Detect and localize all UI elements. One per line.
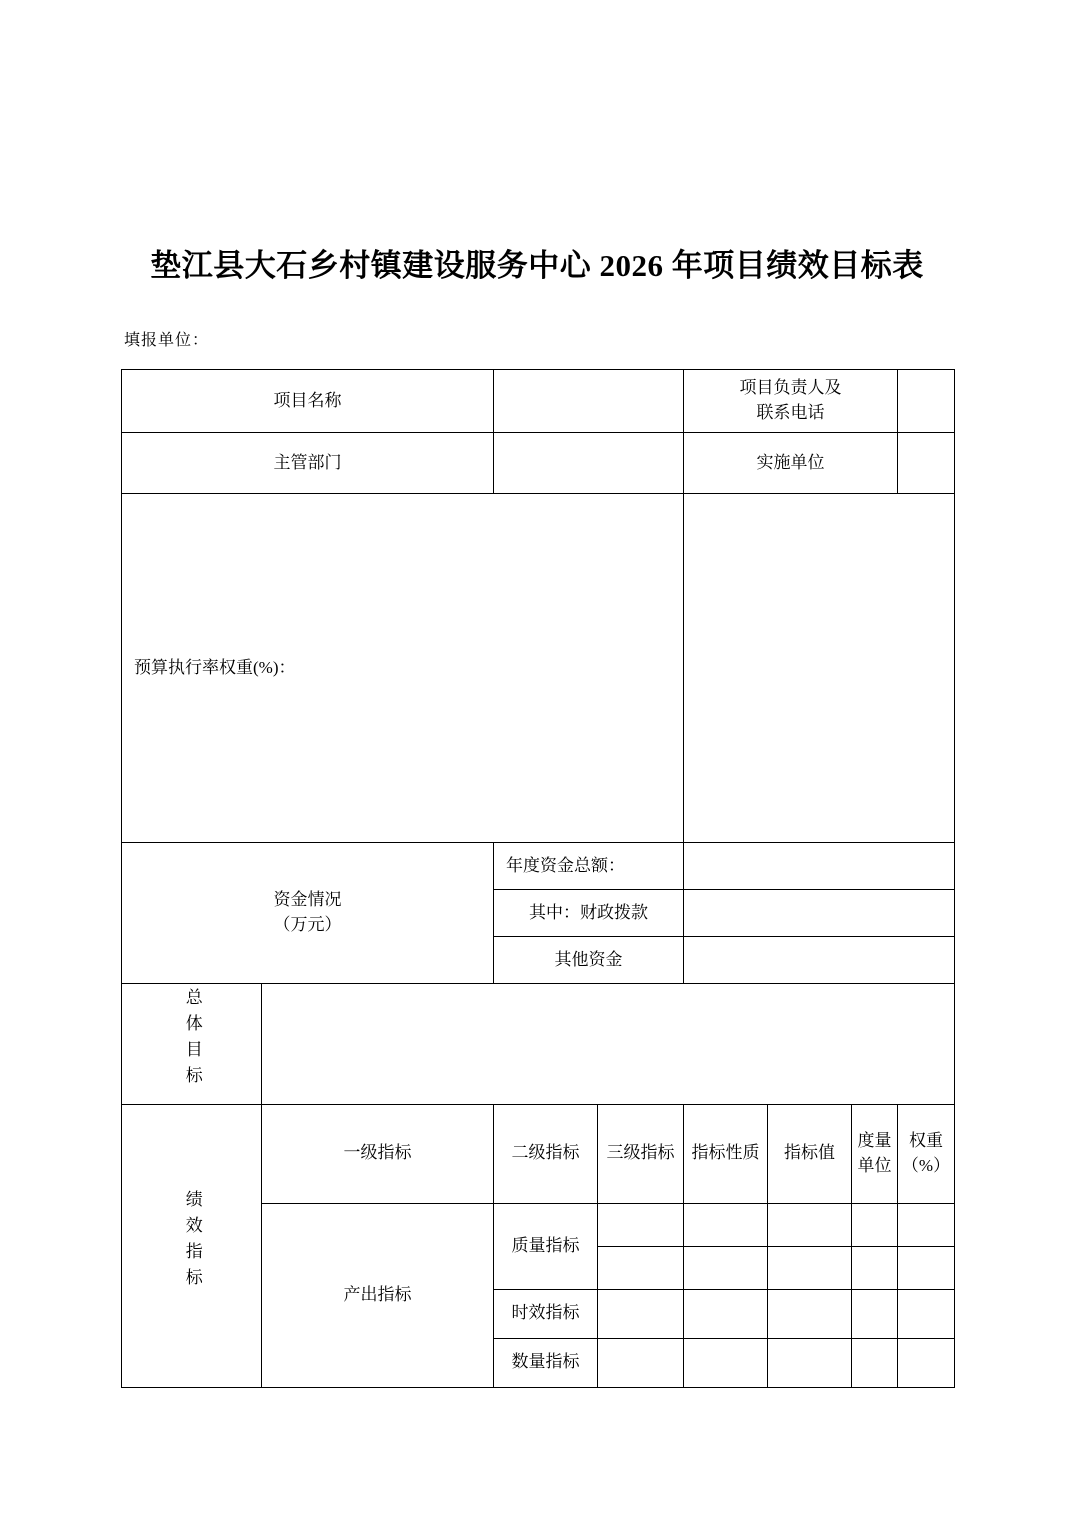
- header-value: 指标值: [768, 1104, 852, 1203]
- cell-weight[interactable]: [898, 1289, 955, 1338]
- project-owner-label-line2: 联系电话: [756, 403, 825, 422]
- funds-label-line2: （万元）: [273, 915, 342, 934]
- header-nature: 指标性质: [684, 1104, 768, 1203]
- sub-indicator-quality: 质量指标: [494, 1203, 598, 1289]
- table-row-overall-goal: [122, 984, 955, 1105]
- sub-indicator-quantity: 数量指标: [494, 1338, 598, 1387]
- cell-unit[interactable]: [852, 1246, 898, 1289]
- table-row-department: [122, 433, 955, 494]
- table-row-budget-rate: [122, 494, 955, 843]
- cell-level3[interactable]: [598, 1246, 684, 1289]
- funds-total-label: 年度资金总额：: [494, 843, 684, 890]
- fill-unit-label: 填报单位：: [124, 332, 210, 349]
- funds-label: [122, 843, 494, 984]
- header-level1: 一级指标: [262, 1104, 494, 1203]
- cell-level3[interactable]: [598, 1338, 684, 1387]
- implementation-unit-value[interactable]: [898, 433, 955, 494]
- cell-weight[interactable]: [898, 1203, 955, 1246]
- cell-value[interactable]: [768, 1289, 852, 1338]
- performance-goal-table: [121, 369, 955, 1388]
- header-level2: 二级指标: [494, 1104, 598, 1203]
- funds-other-value[interactable]: [684, 937, 955, 984]
- cell-unit[interactable]: [852, 1289, 898, 1338]
- overall-goal-value[interactable]: [262, 984, 955, 1105]
- sub-indicator-timeliness: 时效指标: [494, 1289, 598, 1338]
- cell-nature[interactable]: [684, 1246, 768, 1289]
- table-row-indicator-headers: [122, 1104, 955, 1203]
- department-value[interactable]: [494, 433, 684, 494]
- header-level3: 三级指标: [598, 1104, 684, 1203]
- table-row-funds-total: [122, 843, 955, 890]
- cell-level3[interactable]: [598, 1289, 684, 1338]
- cell-unit[interactable]: [852, 1338, 898, 1387]
- funds-fiscal-value[interactable]: [684, 890, 955, 937]
- department-label: 主管部门: [122, 433, 494, 494]
- budget-rate-label: 预算执行率权重(%)：: [122, 494, 684, 843]
- project-name-label: 项目名称: [122, 370, 494, 433]
- cell-unit[interactable]: [852, 1203, 898, 1246]
- overall-goal-label-text: 总体目标: [182, 988, 202, 1092]
- output-indicator-label: 产出指标: [262, 1203, 494, 1387]
- budget-rate-value[interactable]: [684, 494, 955, 843]
- cell-nature[interactable]: [684, 1203, 768, 1246]
- header-weight: 权重（%）: [898, 1104, 955, 1203]
- cell-level3[interactable]: [598, 1203, 684, 1246]
- project-name-value[interactable]: [494, 370, 684, 433]
- performance-indicator-label: [122, 1104, 262, 1387]
- funds-total-value[interactable]: [684, 843, 955, 890]
- funds-other-label: 其他资金: [494, 937, 684, 984]
- cell-nature[interactable]: [684, 1289, 768, 1338]
- page-title: 垫江县大石乡村镇建设服务中心 2026 年项目绩效目标表: [150, 248, 924, 283]
- funds-fiscal-label: 其中：财政拨款: [494, 890, 684, 937]
- performance-indicator-label-text: 绩效指标: [182, 1189, 202, 1294]
- cell-nature[interactable]: [684, 1338, 768, 1387]
- cell-value[interactable]: [768, 1246, 852, 1289]
- project-owner-label: [684, 370, 898, 433]
- funds-label-line1: 资金情况: [273, 890, 342, 910]
- header-unit: 度量单位: [852, 1104, 898, 1203]
- table-row-project-name: [122, 370, 955, 433]
- project-owner-value[interactable]: [898, 370, 955, 433]
- overall-goal-label: [122, 984, 262, 1105]
- cell-value[interactable]: [768, 1338, 852, 1387]
- implementation-unit-label: 实施单位: [684, 433, 898, 494]
- project-owner-label-line1: 项目负责人及: [739, 378, 842, 398]
- cell-value[interactable]: [768, 1203, 852, 1246]
- cell-weight[interactable]: [898, 1246, 955, 1289]
- cell-weight[interactable]: [898, 1338, 955, 1387]
